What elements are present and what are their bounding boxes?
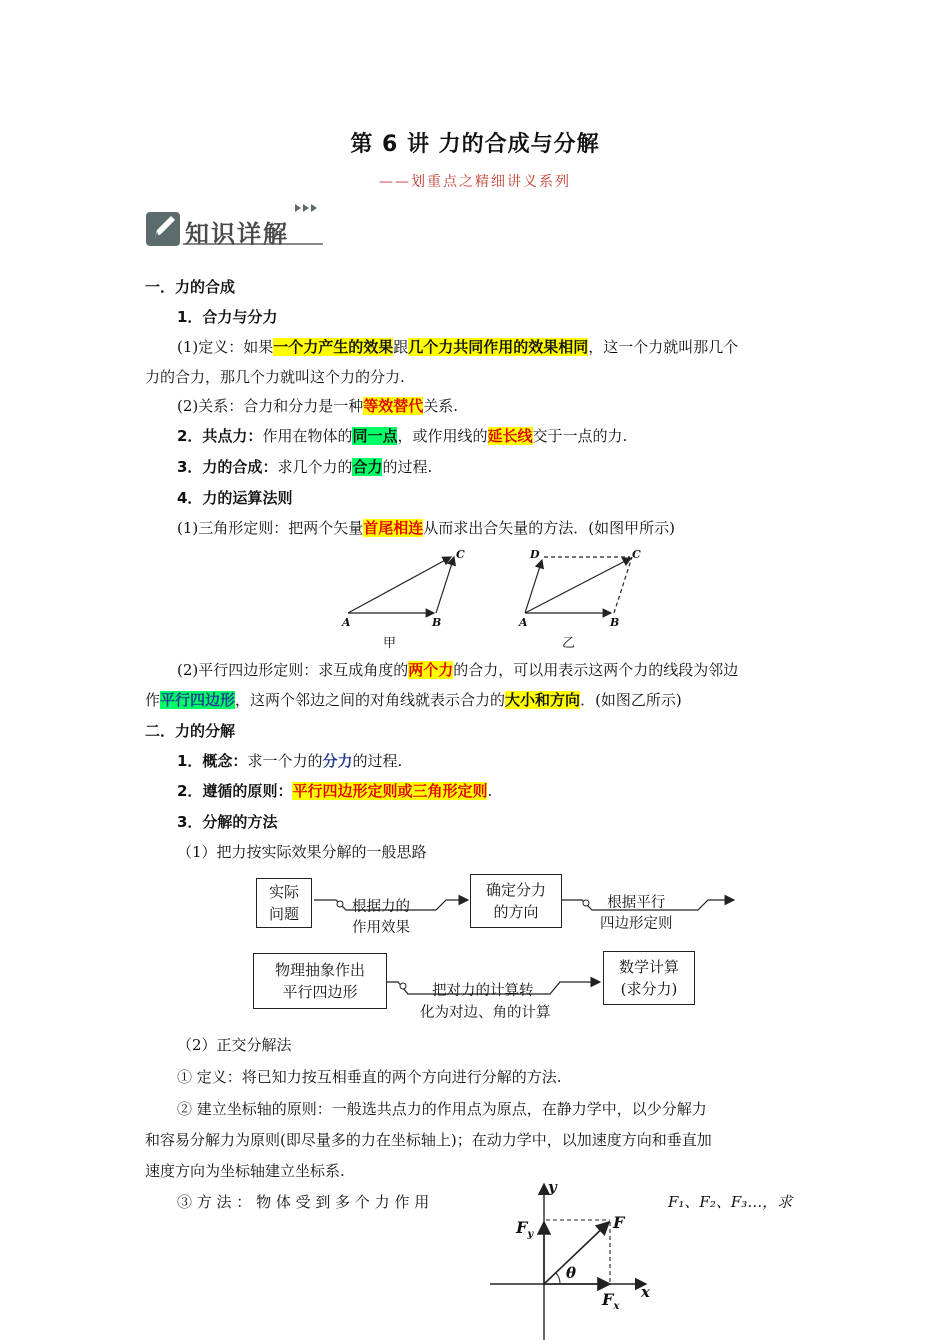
vector-bc-1 xyxy=(436,557,454,613)
flow-label-convert-1: 把对力的计算转 xyxy=(432,983,534,999)
triangle-rule-line: (1)三角形定则：把两个矢量首尾相连从而求出合矢量的方法．(如图甲所示) xyxy=(177,519,675,537)
label-b1: B xyxy=(432,616,442,629)
highlight-equivalent: 等效替代 xyxy=(363,397,424,415)
label-c2: C xyxy=(632,548,641,561)
axis-label-y: y xyxy=(548,1178,557,1196)
parallelogram-line-2: 作平行四边形，这两个邻边之间的对角线就表示合力的大小和方向．(如图乙所示) xyxy=(145,691,682,709)
label-c1: C xyxy=(456,548,465,561)
page-subtitle: ——划重点之精细讲义系列 xyxy=(379,174,571,190)
axis-label-x: x xyxy=(641,1283,650,1301)
banner-label: 知识详解 xyxy=(185,220,289,248)
method-2-heading: （2）正交分解法 xyxy=(177,1036,292,1054)
method-1-heading: （1）把力按实际效果分解的一般思路 xyxy=(177,843,427,861)
relation-line: (2)关系：合力和分力是一种等效替代关系. xyxy=(177,397,459,415)
highlight-component: 分力 xyxy=(322,752,353,770)
highlight-resultant: 合力 xyxy=(352,458,383,476)
flow-box-abstract-parallelogram: 物理抽象作出 平行四边形 xyxy=(253,953,387,1009)
label-theta: θ xyxy=(566,1264,577,1282)
orthogonal-principle-1: ② 建立坐标轴的原则：一般选共点力的作用点为原点，在静力学中，以少分解力 xyxy=(177,1100,707,1118)
composition-line: 3．力的合成：求几个力的合力的过程. xyxy=(177,458,433,476)
highlight-same-point: 同一点 xyxy=(352,427,398,445)
orthogonal-method-a: ③ 方 法 ： 物 体 受 到 多 个 力 作 用 xyxy=(177,1193,430,1211)
highlight-rules: 平行四边形定则或三角形定则 xyxy=(292,782,488,800)
definition-line-2: 力的合力，那几个力就叫这个力的分力. xyxy=(145,368,405,386)
sub1-heading: 1．合力与分力 xyxy=(177,308,278,326)
label-a1: A xyxy=(342,616,351,629)
label-jia: 甲 xyxy=(383,636,397,651)
flow-box-actual-problem: 实际 问题 xyxy=(256,878,312,928)
label-force-fy: $F_y$ xyxy=(516,1218,534,1241)
highlight-two-forces: 两个力 xyxy=(408,661,454,679)
orthogonal-principle-3: 速度方向为坐标轴建立坐标系. xyxy=(145,1162,345,1180)
highlight-parallelogram: 平行四边形 xyxy=(160,691,236,709)
parallelogram-line-1: (2)平行四边形定则：求互成角度的两个力的合力，可以用表示这两个力的线段为邻边 xyxy=(177,661,739,679)
vector-figures xyxy=(330,545,650,655)
orthogonal-definition: ① 定义：将已知力按互相垂直的两个方向进行分解的方法. xyxy=(177,1068,562,1086)
force-f xyxy=(544,1222,609,1284)
label-yi: 乙 xyxy=(562,636,576,651)
method-heading: 3．分解的方法 xyxy=(177,813,278,831)
flow-label-convert-2: 化为对边、角的计算 xyxy=(420,1005,551,1021)
sub4-heading: 4．力的运算法则 xyxy=(177,489,293,507)
principle-line: 2．遵循的原则：平行四边形定则或三角形定则. xyxy=(177,782,493,800)
flow-label-by-parallelogram: 根据平行 四边形定则 xyxy=(600,895,673,932)
concurrent-force-line: 2．共点力：作用在物体的同一点，或作用线的延长线交于一点的力. xyxy=(177,427,628,445)
label-b2: B xyxy=(610,616,620,629)
flow-label-by-effect: 根据力的 作用效果 xyxy=(352,899,410,936)
highlight-extension: 延长线 xyxy=(487,427,533,445)
label-a2: A xyxy=(519,616,528,629)
concept-line: 1．概念：求一个力的分力的过程. xyxy=(177,752,403,770)
page-title: 第 6 讲 力的合成与分解 xyxy=(350,132,600,157)
label-d2: D xyxy=(530,548,540,561)
orthogonal-axis-diagram xyxy=(488,1180,668,1344)
vector-ac-1 xyxy=(348,557,451,613)
highlight-effect: 一个力产生的效果 xyxy=(273,338,394,356)
label-force-fx: $F_x$ xyxy=(602,1290,620,1313)
section1-heading: 一．力的合成 xyxy=(145,278,236,296)
knowledge-banner xyxy=(145,200,325,248)
flow-box-determine-direction: 确定分力 的方向 xyxy=(470,874,562,928)
orthogonal-principle-2: 和容易分解力为原则(即尽量多的力在坐标轴上)；在动力学中，以加速度方向和垂直加 xyxy=(145,1131,712,1149)
definition-line: (1)定义：如果一个力产生的效果跟几个力共同作用的效果相同，这一个力就叫那几个 xyxy=(177,338,739,356)
highlight-same-effect: 几个力共同作用的效果相同 xyxy=(408,338,589,356)
label-force-f: F xyxy=(613,1213,625,1232)
highlight-magnitude-direction: 大小和方向 xyxy=(505,691,581,709)
orthogonal-method-b: F₁、F₂、F₃…，求 xyxy=(668,1193,793,1211)
flow-box-math-calc: 数学计算 (求分力) xyxy=(603,951,695,1005)
highlight-head-tail: 首尾相连 xyxy=(363,519,424,537)
vector-ac-2 xyxy=(525,558,631,613)
section2-heading: 二．力的分解 xyxy=(145,722,236,740)
